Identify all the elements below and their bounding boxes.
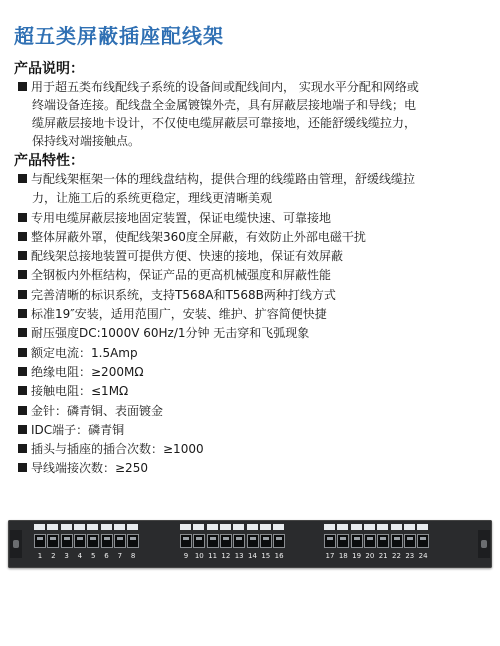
feature-text: 配线架总接地装置可提供方便、快速的接地，保证有效屏蔽 bbox=[31, 249, 344, 264]
description-block bbox=[18, 78, 492, 150]
port-number: 8 bbox=[130, 552, 136, 560]
rj45-port-icon bbox=[404, 534, 416, 548]
feature-item bbox=[18, 209, 494, 228]
features-heading: 产品特性： bbox=[14, 153, 84, 169]
rj45-port-icon bbox=[417, 534, 429, 548]
bullet-square-icon bbox=[18, 251, 27, 260]
feature-text: 耐压强度DC:1000V 60Hz/1分钟 无击穿和飞弧现象 bbox=[31, 326, 310, 341]
rj45-port-icon bbox=[34, 534, 46, 548]
port-label-tab bbox=[233, 524, 244, 530]
feature-text: 与配线架框架一体的理线盘结构，提供合理的线缆路由管理，舒缓线缆拉 bbox=[31, 172, 416, 186]
bullet-square-icon bbox=[18, 425, 27, 434]
port-label-tab bbox=[337, 524, 348, 530]
feature-text: 标准19″安装，适用范围广，安装、维护、扩容简便快捷 bbox=[31, 307, 327, 322]
bullet-square-icon bbox=[18, 174, 27, 183]
feature-text-continued: 力，让施工后的系统更稳定，理线更清晰美观 bbox=[32, 191, 273, 205]
port-label-tab bbox=[247, 524, 258, 530]
port-number: 4 bbox=[77, 552, 83, 560]
port-number: 3 bbox=[64, 552, 69, 560]
bullet-square-icon bbox=[18, 348, 27, 357]
port-number: 13 bbox=[234, 552, 244, 560]
feature-item bbox=[18, 247, 494, 266]
rj45-port-icon bbox=[220, 534, 232, 548]
feature-text: 插头与插座的插合次数：≥1000 bbox=[31, 442, 204, 457]
label-strip bbox=[324, 524, 434, 531]
bullet-square-icon bbox=[18, 270, 27, 279]
port-number: 22 bbox=[392, 552, 401, 560]
port-label-tab bbox=[101, 524, 112, 530]
feature-item bbox=[18, 402, 494, 421]
port-label-tab bbox=[220, 524, 231, 530]
feature-item bbox=[18, 286, 494, 305]
port-number: 10 bbox=[194, 552, 204, 560]
feature-item bbox=[18, 266, 494, 285]
port-number: 7 bbox=[117, 552, 123, 560]
feature-item bbox=[18, 305, 494, 324]
port-number: 1 bbox=[37, 552, 43, 560]
port-label-tab bbox=[180, 524, 191, 530]
port-label-tab bbox=[87, 524, 98, 530]
rj45-port-icon bbox=[74, 534, 86, 548]
rj45-port-icon bbox=[180, 534, 192, 548]
port-number: 23 bbox=[405, 552, 415, 560]
port-label-tab bbox=[207, 524, 218, 530]
port-group-1 bbox=[34, 524, 144, 564]
rj45-port-icon bbox=[233, 534, 245, 548]
port-label-tab bbox=[404, 524, 415, 530]
rj45-port-icon bbox=[364, 534, 376, 548]
description-line-2: 终端设备连接。配线盘全金属镀镍外壳，具有屏蔽层接地端子和导线；电 bbox=[32, 98, 417, 112]
feature-item bbox=[18, 324, 494, 343]
feature-text: 额定电流：1.5Amp bbox=[31, 345, 138, 360]
port-label-tab bbox=[324, 524, 335, 530]
feature-item bbox=[18, 382, 494, 401]
port-number: 12 bbox=[221, 552, 231, 560]
label-strip bbox=[180, 524, 290, 531]
rj45-port-icon bbox=[337, 534, 349, 548]
bullet-square-icon bbox=[18, 232, 27, 241]
port-label-tab bbox=[114, 524, 125, 530]
port-label-tab bbox=[260, 524, 271, 530]
description-heading: 产品说明： bbox=[14, 61, 84, 77]
feature-text: 绝缘电阻：≥200MΩ bbox=[31, 364, 144, 379]
port-number: 19 bbox=[352, 552, 362, 560]
port-number: 20 bbox=[365, 552, 375, 560]
feature-item bbox=[18, 421, 494, 440]
rj45-port-icon bbox=[351, 534, 363, 548]
feature-item bbox=[18, 440, 494, 459]
port-label-tab bbox=[193, 524, 204, 530]
label-strip bbox=[34, 524, 144, 531]
port-number: 21 bbox=[378, 552, 388, 560]
port-label-tab bbox=[273, 524, 284, 530]
features-list bbox=[18, 170, 494, 479]
description-line-1: 用于超五类布线配线子系统的设备间或配线间内， 实现水平分配和网络或 bbox=[18, 78, 492, 96]
description-line-4: 保持线对端接触点。 bbox=[32, 134, 141, 148]
port-number: 11 bbox=[208, 552, 218, 560]
feature-item bbox=[18, 170, 494, 209]
rack-ear-right bbox=[478, 530, 490, 558]
port-number: 18 bbox=[338, 552, 348, 560]
bullet-square-icon bbox=[18, 213, 27, 222]
rj45-port-icon bbox=[377, 534, 389, 548]
mount-hole-icon bbox=[13, 540, 19, 548]
port-label-tab bbox=[417, 524, 428, 530]
port-number: 17 bbox=[325, 552, 335, 560]
port-number: 14 bbox=[248, 552, 257, 560]
bullet-square-icon bbox=[18, 386, 27, 395]
rj45-port-icon bbox=[61, 534, 73, 548]
rack-ear-left bbox=[10, 530, 22, 558]
feature-text: 完善清晰的标识系统，支持T568A和T568B两种打线方式 bbox=[31, 287, 336, 302]
bullet-square-icon bbox=[18, 463, 27, 472]
feature-text: 整体屏蔽外罩，使配线架360度全屏蔽，有效防止外部电磁干扰 bbox=[31, 229, 366, 244]
rj45-port-icon bbox=[127, 534, 139, 548]
port-label-tab bbox=[47, 524, 58, 530]
page-title: 超五类屏蔽插座配线架 bbox=[14, 24, 224, 48]
feature-item bbox=[18, 228, 494, 247]
port-label-tab bbox=[351, 524, 362, 530]
rj45-port-icon bbox=[260, 534, 272, 548]
description-line-3: 缆屏蔽层接地卡设计，不仅使电缆屏蔽层可靠接地，还能舒缓线缆拉力， bbox=[32, 116, 417, 130]
rj45-port-icon bbox=[207, 534, 219, 548]
feature-text: 导线端接次数：≥250 bbox=[31, 461, 148, 476]
port-label-tab bbox=[377, 524, 388, 530]
rj45-port-icon bbox=[391, 534, 403, 548]
feature-item bbox=[18, 459, 494, 478]
port-group-3 bbox=[324, 524, 434, 564]
rj45-port-icon bbox=[47, 534, 59, 548]
feature-text: IDC端子：磷青铜 bbox=[31, 422, 125, 437]
port-number: 6 bbox=[104, 552, 109, 560]
port-number: 9 bbox=[183, 552, 189, 560]
feature-text: 专用电缆屏蔽层接地固定装置，保证电缆快速、可靠接地 bbox=[31, 210, 332, 225]
feature-item bbox=[18, 344, 494, 363]
port-label-tab bbox=[127, 524, 138, 530]
port-number: 16 bbox=[274, 552, 284, 560]
bullet-square-icon bbox=[18, 290, 27, 299]
rj45-port-icon bbox=[193, 534, 205, 548]
port-label-tab bbox=[74, 524, 85, 530]
feature-text: 金针：磷青铜、表面镀金 bbox=[31, 403, 164, 418]
port-group-2 bbox=[180, 524, 290, 564]
mount-hole-icon bbox=[481, 540, 487, 548]
port-label-tab bbox=[364, 524, 375, 530]
bullet-square-icon bbox=[18, 309, 27, 318]
port-number: 24 bbox=[418, 552, 428, 560]
port-number: 15 bbox=[261, 552, 271, 560]
rj45-port-icon bbox=[101, 534, 113, 548]
patch-panel-image bbox=[8, 520, 492, 568]
rj45-port-icon bbox=[324, 534, 336, 548]
rj45-port-icon bbox=[273, 534, 285, 548]
rj45-port-icon bbox=[247, 534, 259, 548]
port-number: 2 bbox=[51, 552, 56, 560]
bullet-square-icon bbox=[18, 444, 27, 453]
feature-text: 全钢板内外框结构，保证产品的更高机械强度和屏蔽性能 bbox=[31, 268, 332, 283]
port-number: 5 bbox=[90, 552, 96, 560]
bullet-square-icon bbox=[18, 367, 27, 376]
bullet-square-icon bbox=[18, 328, 27, 337]
bullet-square-icon bbox=[18, 82, 27, 91]
port-label-tab bbox=[34, 524, 45, 530]
rj45-port-icon bbox=[114, 534, 126, 548]
bullet-square-icon bbox=[18, 406, 27, 415]
port-label-tab bbox=[61, 524, 72, 530]
feature-item bbox=[18, 363, 494, 382]
feature-text: 接触电阻：≤1MΩ bbox=[31, 384, 129, 399]
port-label-tab bbox=[391, 524, 402, 530]
rj45-port-icon bbox=[87, 534, 99, 548]
